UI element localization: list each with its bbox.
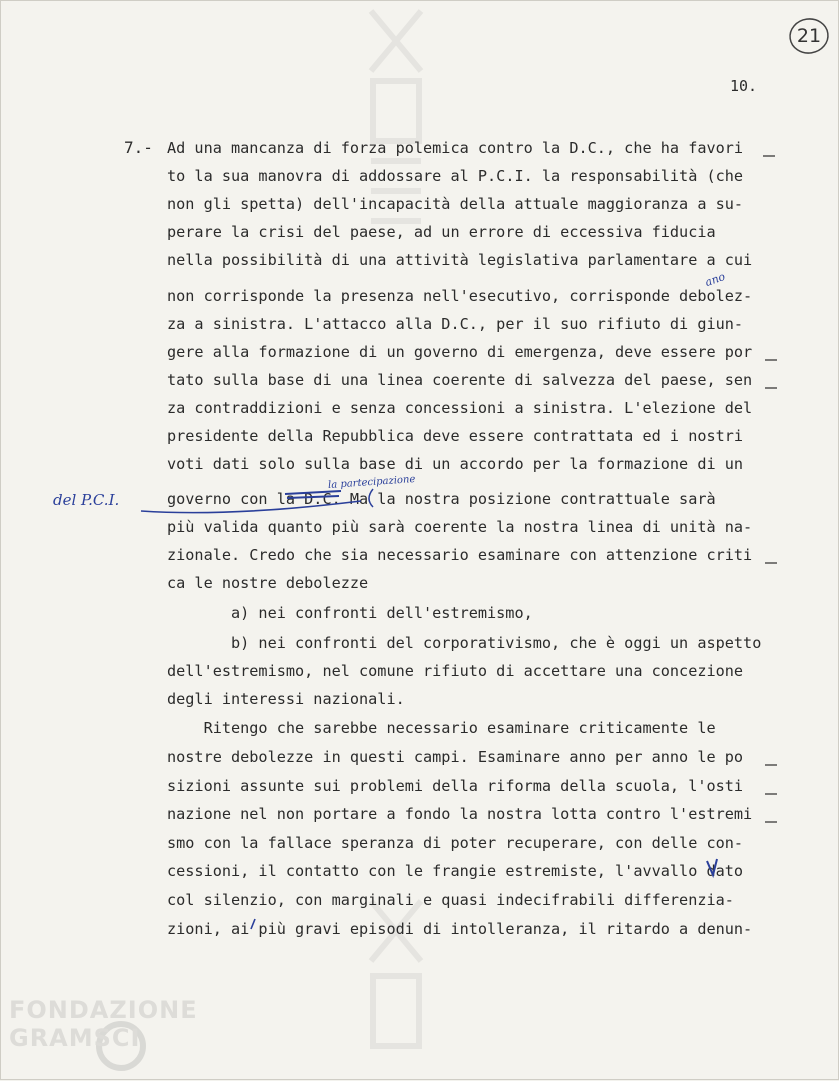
list-item: b) nei confronti del corporativismo, che è oggi un aspetto bbox=[231, 634, 762, 652]
text-line: non gli spetta) dell'incapacità della attuale maggioranza a su- bbox=[167, 195, 744, 213]
text-line: col silenzio, con marginali e quasi indecifrabili differenzia- bbox=[167, 891, 734, 909]
item-number: 7.- bbox=[124, 138, 153, 157]
handwritten-insertion: la partecipazione bbox=[327, 473, 416, 492]
text-line: voti dati solo sulla base di un accordo per la formazione di un bbox=[167, 455, 744, 473]
text-line: nostre debolezze in questi campi. Esaminare anno per anno le po bbox=[167, 748, 744, 766]
text-line: smo con la fallace speranza di poter recuperare, con delle con- bbox=[167, 834, 744, 852]
corner-page-number-text: 21 bbox=[796, 25, 822, 47]
text-line: governo con la D.C. Ma la nostra posizione contrattuale sarà bbox=[167, 490, 716, 508]
text-line: Ritengo che sarebbe necessario esaminare criticamente le bbox=[167, 719, 716, 737]
corner-page-number bbox=[786, 15, 832, 57]
text-line: Ad una mancanza di forza polemica contro la D.C., che ha favori bbox=[167, 139, 744, 157]
text-line: perare la crisi del paese, ad un errore di eccessiva fiducia bbox=[167, 223, 716, 241]
handwritten-correction: ano bbox=[703, 269, 727, 290]
text-line: nazione nel non portare a fondo la nostra lotta contro l'estremi bbox=[167, 805, 753, 823]
text-line: sizioni assunte sui problemi della riforma della scuola, l'osti bbox=[167, 777, 744, 795]
text-line: za contraddizioni e senza concessioni a sinistra. L'elezione del bbox=[167, 399, 753, 417]
text-line: gere alla formazione di un governo di emergenza, deve essere por bbox=[167, 343, 753, 361]
text-line: tato sulla base di una linea coerente di salvezza del paese, sen bbox=[167, 371, 753, 389]
text-line: presidente della Repubblica deve essere contrattata ed i nostri bbox=[167, 427, 744, 445]
text-line: non corrisponde la presenza nell'esecutivo, corrisponde debolez- bbox=[167, 287, 753, 305]
text-line: cessioni, il contatto con le frangie estremiste, l'avvallo dato bbox=[167, 862, 744, 880]
text-line: dell'estremismo, nel comune rifiuto di accettare una concezione bbox=[167, 662, 744, 680]
text-line: zioni, ai più gravi episodi di intolleranza, il ritardo a denun- bbox=[167, 920, 753, 938]
archive-logo bbox=[1, 986, 201, 1076]
text-line: ca le nostre debolezze bbox=[167, 574, 369, 592]
list-item: a) nei confronti dell'estremismo, bbox=[231, 604, 533, 622]
archive-logo-text: FONDAZIONE GRAMSCI bbox=[9, 996, 198, 1052]
text-line: za a sinistra. L'attacco alla D.C., per il suo rifiuto di giun- bbox=[167, 315, 744, 333]
text-line: degli interessi nazionali. bbox=[167, 690, 405, 708]
text-line: più valida quanto più sarà coerente la nostra linea di unità na- bbox=[167, 518, 753, 536]
text-line: to la sua manovra di addossare al P.C.I. la responsabilità (che bbox=[167, 167, 744, 185]
text-line: nella possibilità di una attività legislativa parlamentare a cui bbox=[167, 251, 753, 269]
text-line: zionale. Credo che sia necessario esaminare con attenzione criti bbox=[167, 546, 753, 564]
page-number: 10. bbox=[730, 77, 758, 95]
handwritten-margin-note: del P.C.I. bbox=[53, 491, 120, 509]
